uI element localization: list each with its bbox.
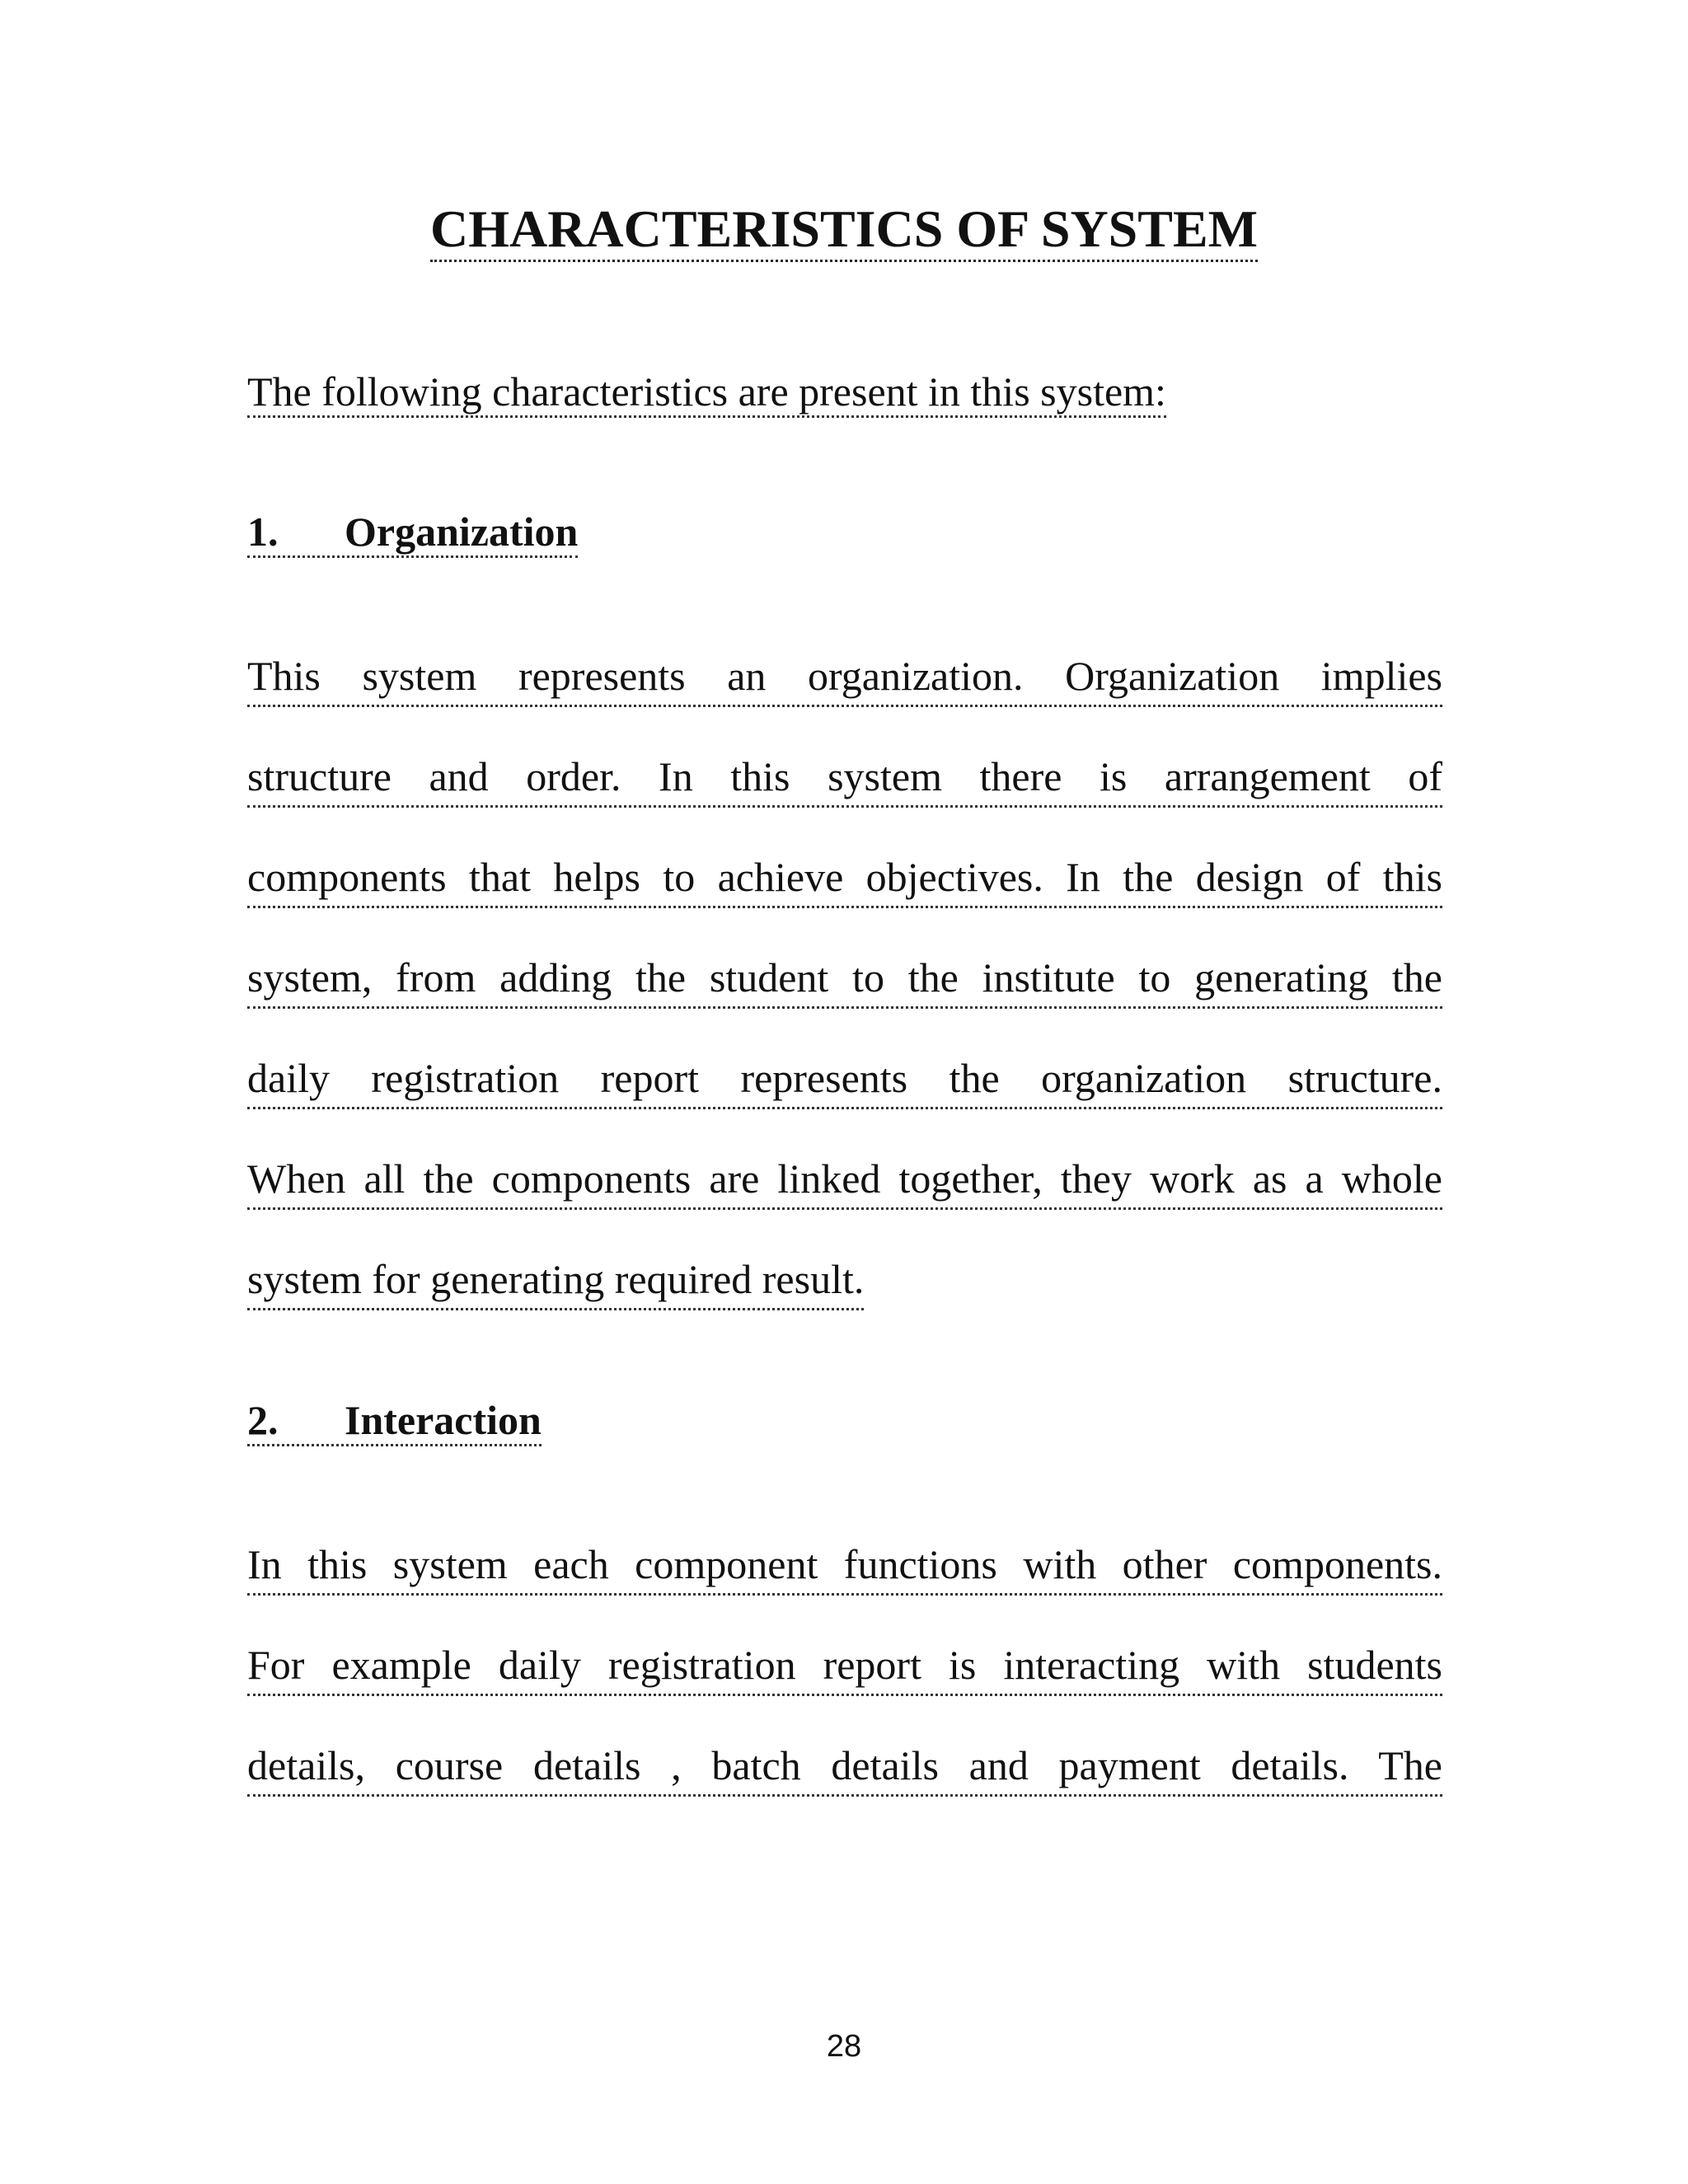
paragraph-line-text: When all the components are linked together, they work as a whole: [247, 1150, 1442, 1210]
paragraph-line-text: system, from adding the student to the institute to generating the: [247, 949, 1442, 1009]
paragraph-line-text: system for generating required result.: [247, 1250, 864, 1310]
section-title: Interaction: [345, 1397, 542, 1443]
section-title: Organization: [345, 509, 579, 555]
paragraph-line: [247, 1250, 1442, 1351]
page-title: [0, 196, 1688, 262]
paragraph-line-text: For example daily registration report is interacting with students: [247, 1636, 1442, 1696]
paragraph-line: [247, 1049, 1442, 1150]
section-number: 1.: [247, 509, 279, 555]
paragraph-line-text: structure and order. In this system there is arrangement of: [247, 748, 1442, 808]
paragraph-line: [247, 647, 1442, 748]
section-heading-organization-underline: [247, 509, 578, 558]
section-heading-interaction-underline: [247, 1397, 542, 1446]
paragraph-line: [247, 1150, 1442, 1250]
section-heading-organization: [247, 503, 578, 560]
paragraph-line: [247, 1736, 1442, 1837]
page-number: 28: [826, 2029, 862, 2064]
paragraph-line: [247, 1535, 1442, 1636]
intro-text: [247, 363, 1166, 420]
paragraph-line: [247, 748, 1442, 848]
page-title-text: CHARACTERISTICS OF SYSTEM: [430, 199, 1258, 262]
intro-text-content: The following characteristics are present in this system:: [247, 368, 1166, 418]
paragraph-line: [247, 949, 1442, 1049]
section-paragraph-interaction: [247, 1535, 1442, 1837]
section-paragraph-organization: [247, 647, 1442, 1351]
paragraph-line-text: details, course details , batch details and payment details. The: [247, 1736, 1442, 1797]
paragraph-line-text: components that helps to achieve objectives. In the design of this: [247, 848, 1442, 908]
paragraph-line: [247, 1636, 1442, 1736]
paragraph-line: [247, 848, 1442, 949]
paragraph-line-text: In this system each component functions with other components.: [247, 1535, 1442, 1596]
section-heading-interaction: [247, 1391, 542, 1449]
paragraph-line-text: daily registration report represents the organization structure.: [247, 1049, 1442, 1109]
section-number: 2.: [247, 1397, 279, 1443]
paragraph-line-text: This system represents an organization. Organization implies: [247, 647, 1442, 707]
